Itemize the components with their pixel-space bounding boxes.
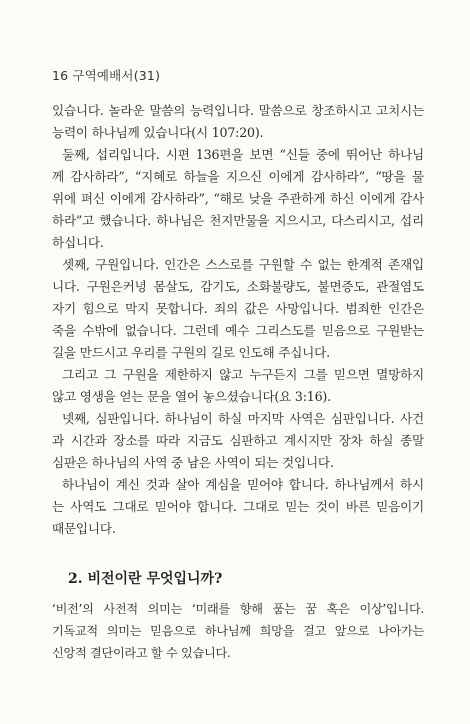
paragraph-line: 하십니다. [52, 235, 104, 250]
paragraph-line: 길을 만드시고 우리를 구원의 길로 인도해 주십니다. [52, 345, 330, 360]
paragraph-line: 하나님이 계신 것과 살아 계심을 믿어야 합니다. 하나님께서 하시 [62, 477, 424, 492]
paragraph-line: 자기 힘으로 막지 못합니다. 죄의 값은 사망입니다. 범죄한 인간은 [52, 301, 424, 316]
section-heading: 2. 비전이란 무엇입니까? [68, 571, 223, 587]
paragraph-line: 께 감사하라”, “지혜로 하늘을 지으신 이에게 감사하라”, “땅을 물 [52, 169, 424, 184]
paragraph-line: 하라”고 했습니다. 하나님은 천지만물을 지으시고, 다스리시고, 섭리 [52, 213, 424, 228]
section-line: 신앙적 결단이라고 할 수 있습니다. [52, 646, 231, 660]
paragraph-line: 위에 펴신 이에게 감사하라”, “해로 낮을 주관하게 하신 이에게 감사 [52, 191, 424, 206]
paragraph-line: 넷째, 심판입니다. 하나님이 하실 마지막 사역은 심판입니다. 사건 [62, 411, 424, 426]
section-body [52, 598, 424, 664]
paragraph-line: 셋째, 구원입니다. 인간은 스스로를 구원할 수 없는 한계적 존재입 [62, 257, 424, 272]
paragraph-line: 는 사역도 그대로 믿어야 합니다. 그대로 믿는 것이 바른 믿음이기 [52, 499, 424, 514]
paragraph-line: 니다. 구원은커녕 몸살도, 감기도, 소화불량도, 불면증도, 관절염도 [52, 279, 424, 294]
section-line: ‘비전’의 사전적 의미는 ‘미래를 향해 품는 꿈 혹은 이상’입니다. [52, 602, 424, 616]
paragraph-line: 않고 영생을 얻는 문을 열어 놓으셨습니다(요 3:16). [52, 389, 331, 404]
paragraph-line: 과 시간과 장소를 따라 지금도 심판하고 계시지만 장차 하실 종말 [52, 433, 424, 448]
paragraph-line: 능력이 하나님께 있습니다(시 107:20). [52, 125, 264, 140]
paragraph-line: 때문입니다. [52, 521, 116, 536]
book-title: 구역예배서(31) [72, 68, 161, 83]
section-line: 기독교적 의미는 믿음으로 하나님께 희망을 걸고 앞으로 나아가는 [52, 624, 424, 638]
paragraph-line: 있습니다. 놀라운 말씀의 능력입니다. 말씀으로 창조하시고 고치시는 [52, 103, 424, 118]
paragraph-line: 그리고 그 구원을 제한하지 않고 누구든지 그를 믿으면 멸망하지 [62, 367, 424, 382]
paragraph-line: 심판은 하나님의 사역 중 남은 사역이 되는 것입니다. [52, 455, 334, 470]
body-text [52, 100, 424, 540]
paragraph-line: 죽을 수밖에 없습니다. 그런데 예수 그리스도를 믿음으로 구원받는 [52, 323, 424, 338]
paragraph-line: 둘째, 섭리입니다. 시편 136편을 보면 “신들 중에 뛰어난 하나님 [62, 147, 424, 162]
page-number: 16 [52, 68, 69, 83]
running-header [52, 66, 160, 84]
